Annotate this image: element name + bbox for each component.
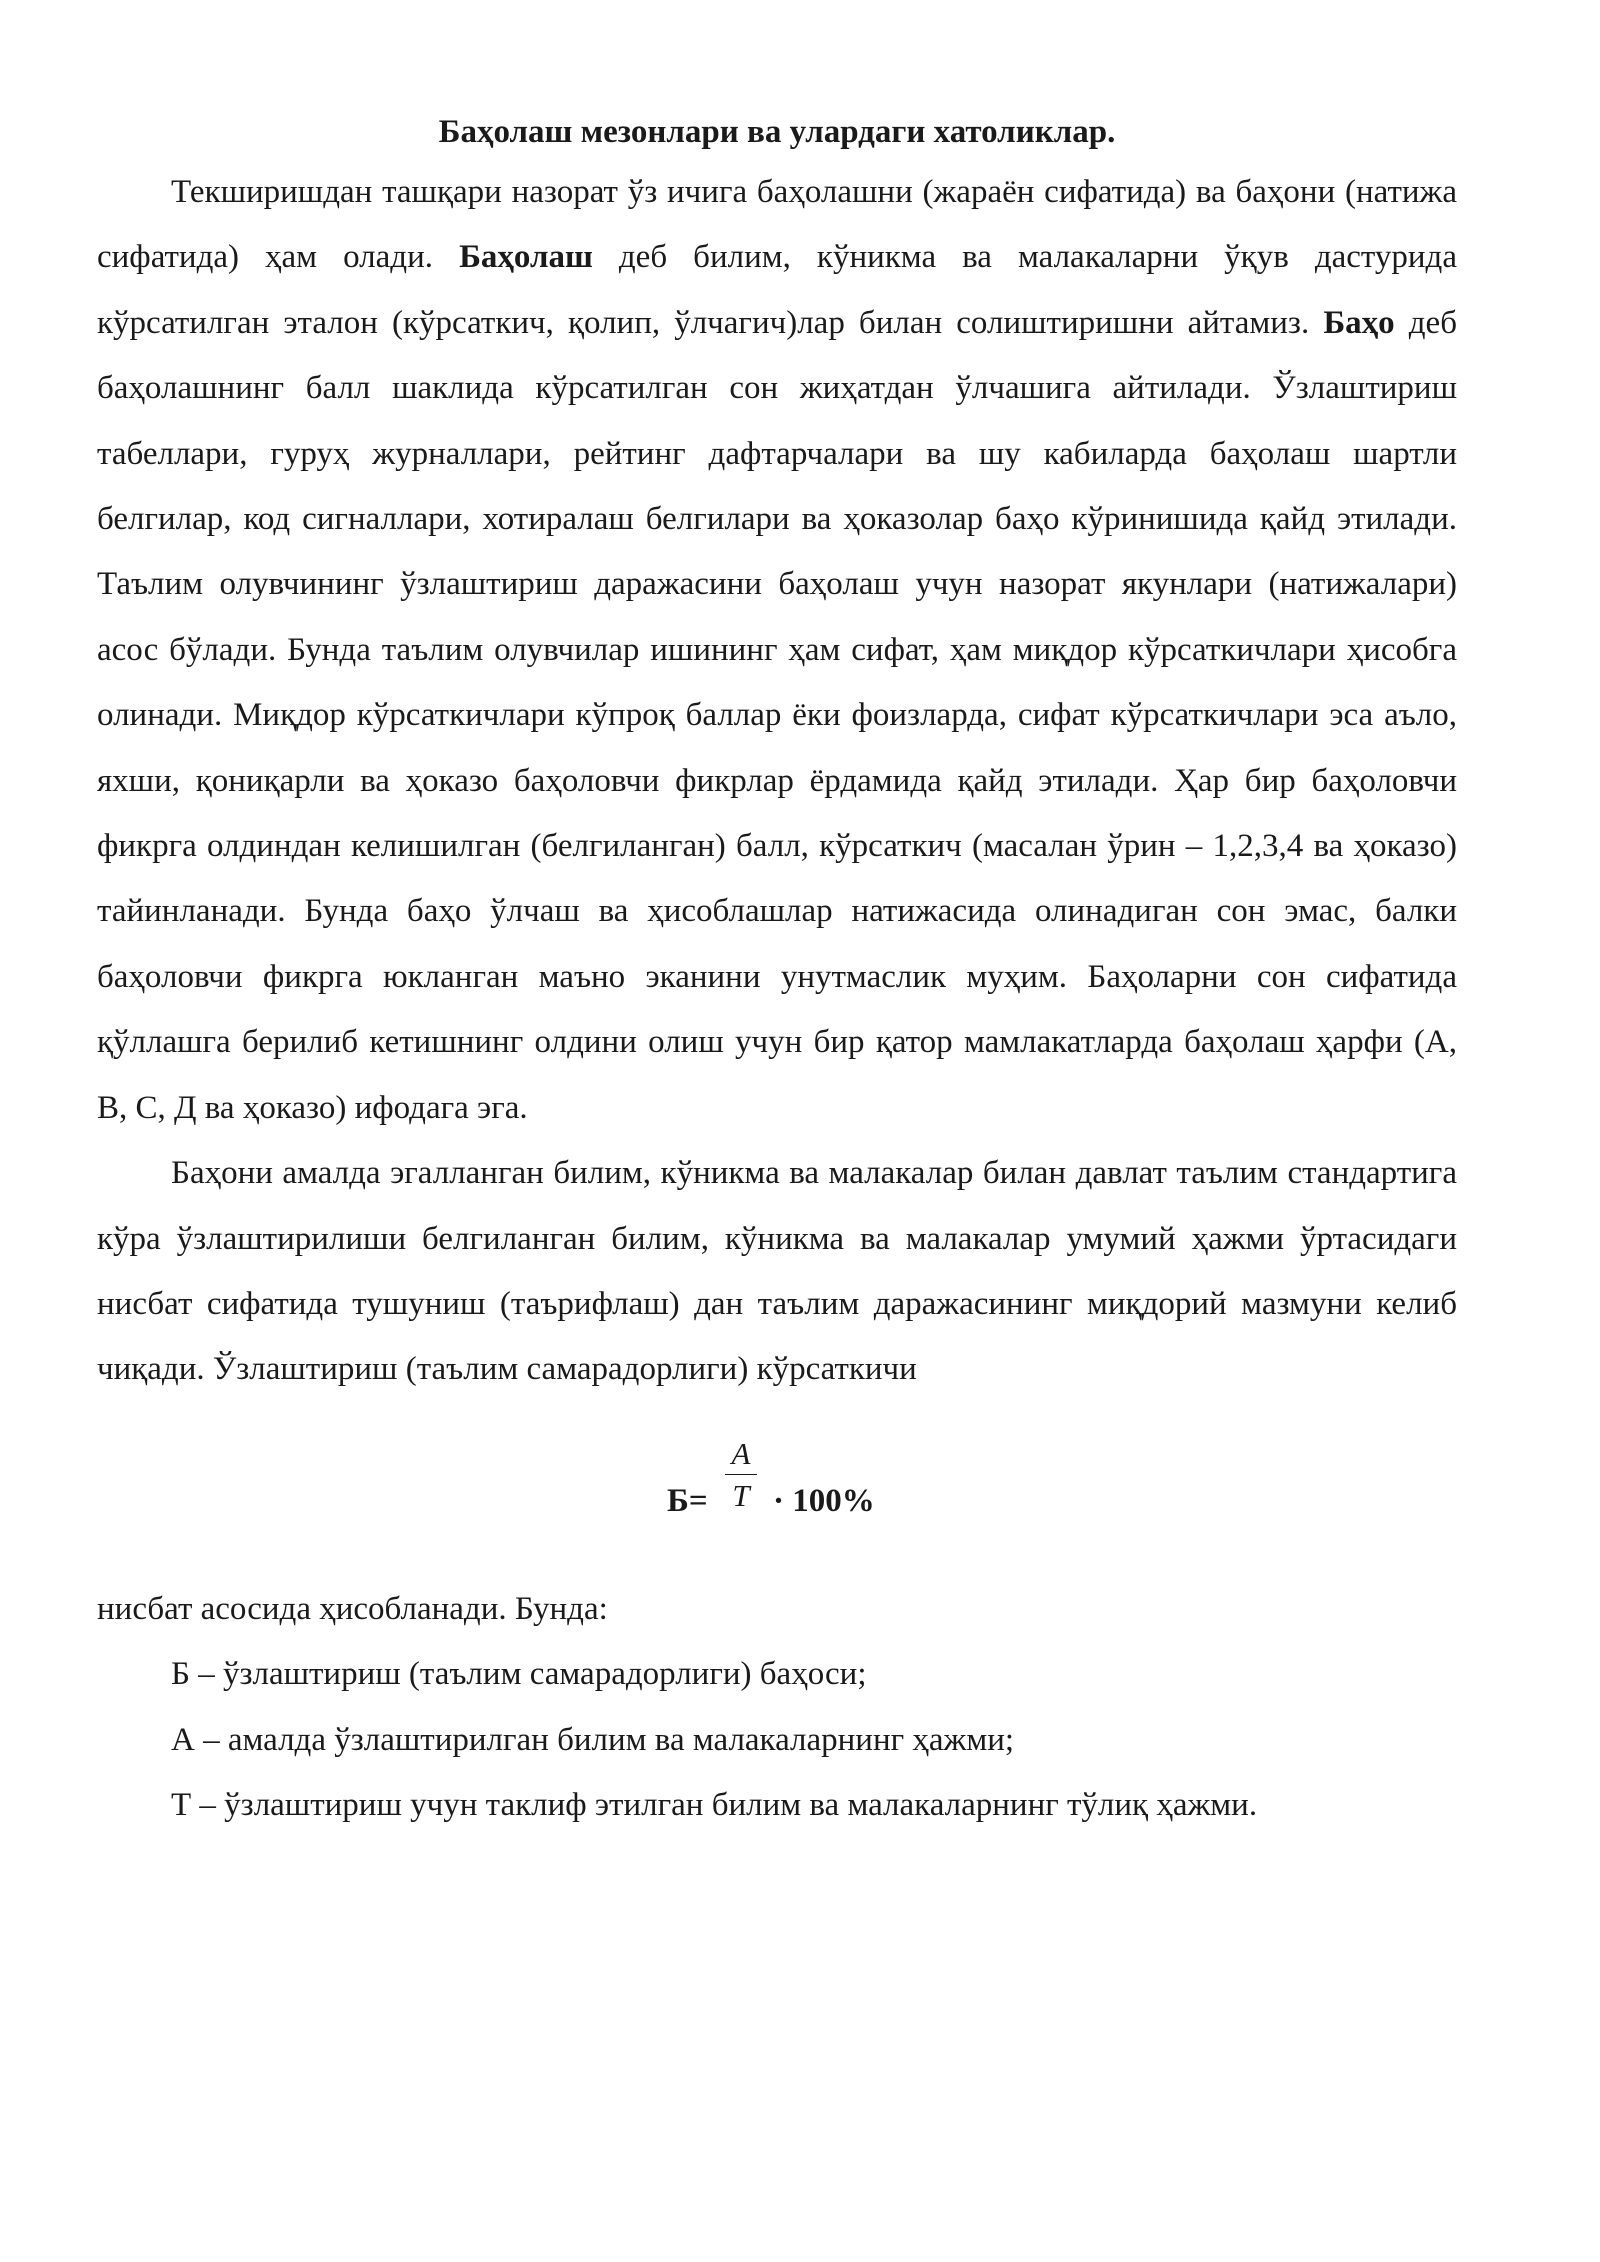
term-baholash: Баҳолаш [459, 239, 593, 276]
definition-item: А – амалда ўзлаштирилган билим ва малакаларнинг ҳажми; [171, 1721, 1015, 1758]
paragraph-text: деб баҳолашнинг балл шаклида кўрсатилган сон жиҳатдан ўлчашига айтилади. Ўзлаштириш табеллари, гуруҳ журналлари, рейтинг дафтарчалари ва шу кабиларда баҳолаш шартли белгилар, код сигналлари, хотиралаш белгилари ва ҳоказолар баҳо кўринишида қайд этилади. Таълим олувчининг ўзлаштириш даражасини баҳолаш учун назорат якунлари (натижалари) асос бўлади. Бунда таълим олувчилар ишининг ҳам сифат, ҳам миқдор кўрсаткичлари ҳисобга олинади. Миқдор кўрсаткичлари кўпроқ баллар ёки фоизларда, сифат кўрсаткичлари эса аъло, яхши, қониқарли ва ҳоказо баҳоловчи фикрлар ёрдамида қайд этилади. Ҳар бир баҳоловчи фикрга олдиндан келишилган (белгиланган) балл, кўрсаткич (масалан ўрин – 1,2,3,4 ва ҳоказо) тайинланади. Бунда баҳо ўлчаш ва ҳисоблашлар натижасида олинадиган сон эмас, балки баҳоловчи фикрга юкланган маъно эканини унутмаслик муҳим. Баҳоларни сон сифатида қўллашга берилиб кетишнинг олдини олиш учун бир қатор мамлакатларда баҳолаш ҳарфи (А, В, С, Д ва ҳоказо) ифодага эга. [97, 304, 1457, 1126]
formula-rhs: · 100% [773, 1482, 875, 1519]
document-title: Баҳолаш мезонлари ва улардаги хатоликлар. [438, 114, 1116, 150]
formula-numerator: A [731, 1435, 751, 1471]
formula-explanation: нисбат асосида ҳисобланади. Бунда: [97, 1590, 608, 1627]
paragraph-text: Текширишдан ташқари назорат ўз ичига баҳолашни (жараён сифатида) ва баҳони (натижа сифатида) ҳам олади. [97, 174, 1457, 276]
term-baho: Баҳо [1323, 304, 1395, 341]
definition-item: Т – ўзлаштириш учун таклиф этилган билим ва малакаларнинг тўлиқ ҳажми. [171, 1786, 1258, 1823]
paragraph-assessment-definition [97, 160, 1457, 1141]
paragraph-mastery-indicator: Баҳони амалда эгалланган билим, кўникма ва малакалар билан давлат таълим стандартига кўра ўзлаштирилиши белгиланган билим, кўникма ва малакалар умумий ҳажми ўртасидаги нисбат сифатида тушуниш (таърифлаш) дан таълим даражасининг миқдорий мазмуни келиб чиқади. Ўзлаштириш (таълим самарадорлиги) кўрсаткичи [97, 1155, 1457, 1388]
definition-item: Б – ўзлаштириш (таълим самарадорлиги) баҳоси; [171, 1656, 867, 1693]
paragraph-text: деб билим, кўникма ва малакаларни ўқув дастурида кўрсатилган эталон (кўрсаткич, қолип, ўлчагич)лар билан солиштиришни айтамиз. [97, 239, 1457, 341]
document-page [97, 112, 1457, 1838]
formula-lhs: Б= [667, 1482, 708, 1519]
formula [97, 1427, 1457, 1577]
fraction-bar [725, 1474, 757, 1475]
formula-denominator: T [732, 1477, 750, 1513]
formula-fraction [725, 1435, 757, 1515]
